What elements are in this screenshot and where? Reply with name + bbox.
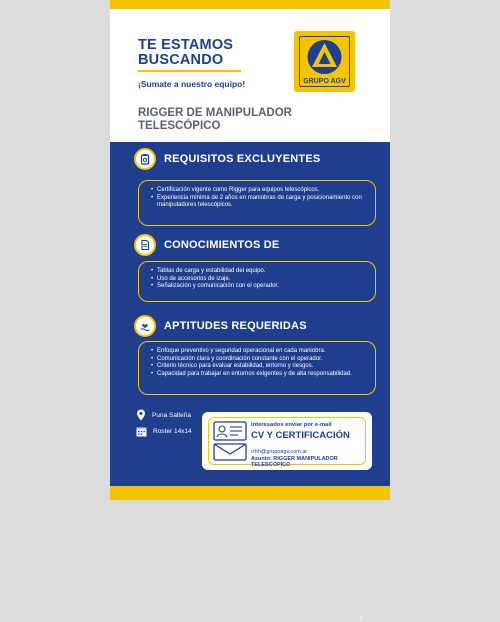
roster-row bbox=[136, 426, 192, 437]
bottom-accent-bar bbox=[110, 486, 390, 500]
contact-card bbox=[202, 412, 372, 470]
contact-headline: CV Y CERTIFICACIÓN bbox=[251, 430, 350, 441]
hero-subtitle: ¡Sumate a nuestro equipo! bbox=[138, 79, 246, 89]
top-accent-bar bbox=[110, 0, 390, 9]
hero-title-line1: TE ESTAMOS bbox=[138, 37, 234, 53]
section-header-conocimientos bbox=[134, 234, 279, 256]
location-pin-icon bbox=[136, 409, 146, 421]
section-title: REQUISITOS EXCLUYENTES bbox=[164, 153, 321, 165]
section-header-requisitos bbox=[134, 148, 320, 170]
cv-document-icon bbox=[213, 421, 247, 441]
job-poster bbox=[110, 0, 390, 622]
section-box-conocimientos bbox=[138, 261, 376, 302]
list-item: • Enfoque preventivo y seguridad operacional en cada maniobra. bbox=[151, 348, 365, 356]
section-title: APTITUDES REQUERIDAS bbox=[164, 320, 307, 332]
envelope-icon bbox=[213, 443, 247, 461]
roster-text: Roster 14x14 bbox=[153, 428, 192, 435]
contact-subject: Asunto: RIGGER MANIPULADOR TELESCÓPICO bbox=[251, 456, 338, 468]
list-item: • Capacidad para trabajar en entornos exigentes y de alta responsabilidad. bbox=[151, 371, 365, 379]
job-title bbox=[138, 107, 368, 133]
hand-heart-icon bbox=[134, 315, 156, 337]
job-title-line2: TELESCÓPICO bbox=[138, 120, 221, 132]
section-title: CONOCIMIENTOS DE bbox=[164, 239, 280, 251]
document-icon bbox=[134, 234, 156, 256]
hero-underline bbox=[138, 70, 241, 72]
location-row bbox=[136, 409, 191, 421]
logo-text: GRUPO AGV bbox=[303, 78, 346, 85]
page-number: 5 bbox=[360, 616, 363, 622]
calendar-icon bbox=[136, 426, 147, 437]
agv-triangle-logo-icon bbox=[306, 38, 343, 76]
job-title-line1: RIGGER DE MANIPULADOR bbox=[138, 107, 292, 119]
contact-email[interactable]: rrhh@grupoagv.com.ar bbox=[251, 449, 308, 455]
company-logo bbox=[294, 31, 355, 92]
location-text: Puna Salteña bbox=[152, 411, 192, 419]
section-box-aptitudes bbox=[138, 341, 376, 395]
clipboard-icon bbox=[134, 148, 156, 170]
list-item: • Criterio técnico para evaluar estabilidad, entorno y riesgos. bbox=[151, 363, 365, 371]
list-item: • Comunicación clara y coordinación constante con el operador. bbox=[151, 356, 365, 364]
contact-label: Interesados enviar por e-mail bbox=[251, 422, 332, 428]
section-header-aptitudes bbox=[134, 315, 307, 337]
contact-frame bbox=[208, 417, 366, 468]
list-item: • Experiencia mínima de 2 años en maniobras de carga y posicionamiento con manipuladores telescópicos. bbox=[151, 195, 365, 210]
list-item: • Tablas de carga y estabilidad del equipo. bbox=[151, 268, 365, 276]
list-item: • Certificación vigente como Rigger para equipos telescópicos. bbox=[151, 187, 365, 195]
section-box-requisitos bbox=[138, 180, 376, 226]
list-item: • Señalización y comunicación con el operador. bbox=[151, 283, 365, 291]
hero-title-line2: BUSCANDO bbox=[138, 52, 224, 68]
hero-title bbox=[138, 38, 233, 68]
list-item: • Uso de accesorios de izaje. bbox=[151, 276, 365, 284]
